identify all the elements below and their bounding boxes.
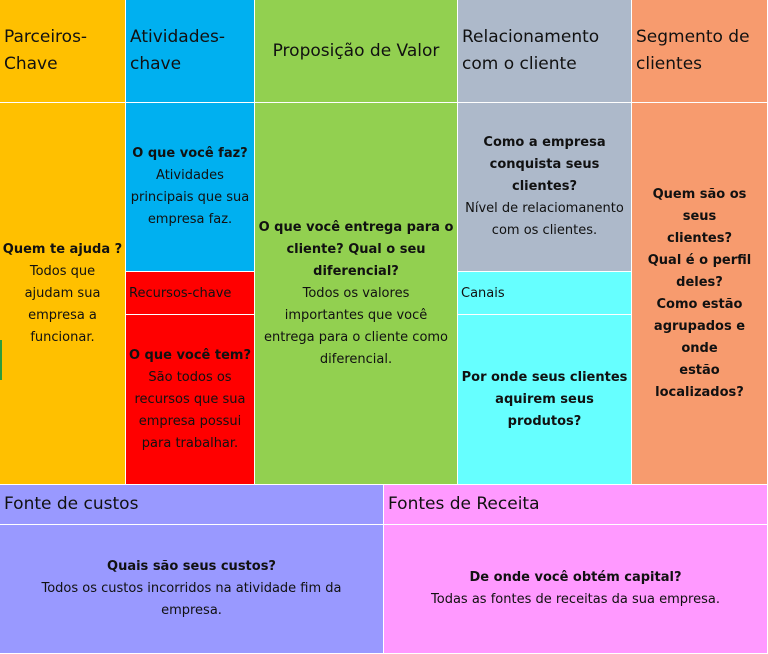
proposicao-question: O que você entrega para o cliente? Qual o seu diferencial? bbox=[258, 219, 454, 279]
recursos-label-cell: Recursos-chave bbox=[126, 272, 255, 315]
relacionamento-body-cell bbox=[458, 103, 632, 272]
proposicao-body-cell bbox=[255, 103, 458, 485]
relacionamento-description: Nível de relaciomanento com os clientes. bbox=[465, 201, 624, 238]
relacionamento-question: Como a empresa conquista seus clientes? bbox=[483, 135, 606, 194]
parceiros-header-cell: Parceiros- Chave bbox=[0, 0, 126, 103]
canais-label-cell: Canais bbox=[458, 272, 632, 315]
receita-header-cell: Fontes de Receita bbox=[384, 485, 768, 525]
canais-body-cell bbox=[458, 315, 632, 485]
recursos-question: O que você tem? bbox=[128, 347, 252, 363]
receita-question: De onde você obtém capital? bbox=[469, 570, 682, 585]
custos-question: Quais são seus custos? bbox=[107, 559, 276, 574]
custos-description: Todos os custos incorridos na atividade fim da empresa. bbox=[41, 581, 342, 618]
recursos-description: São todos os recursos que sua empresa possui para trabalhar. bbox=[134, 369, 246, 451]
parceiros-description: Todos que ajudam sua empresa a funcionar. bbox=[24, 263, 101, 345]
left-edge-marker bbox=[0, 340, 2, 380]
custos-header-cell: Fonte de custos bbox=[0, 485, 384, 525]
parceiros-body-cell bbox=[0, 103, 126, 485]
segmento-question: Quem são os seus clientes? Qual é o perfil deles? Como estão agrupados e onde estão localizados? bbox=[647, 186, 752, 400]
receita-description: Todas as fontes de receitas da sua empresa. bbox=[431, 592, 720, 607]
atividades-body-cell bbox=[126, 103, 255, 272]
canais-question: Por onde seus clientes aquirem seus produtos? bbox=[461, 369, 628, 429]
segmento-header-cell: Segmento de clientes bbox=[632, 0, 768, 103]
receita-body-cell bbox=[384, 525, 768, 654]
atividades-description: Atividades principais que sua empresa faz. bbox=[130, 168, 250, 227]
proposicao-header-cell: Proposição de Valor bbox=[255, 0, 458, 103]
parceiros-question: Quem te ajuda ? bbox=[2, 241, 123, 257]
segmento-body-cell bbox=[632, 103, 768, 485]
custos-body-cell bbox=[0, 525, 384, 654]
atividades-header-cell: Atividades- chave bbox=[126, 0, 255, 103]
relacionamento-header-cell: Relacionamento com o cliente bbox=[458, 0, 632, 103]
proposicao-description: Todos os valores importantes que você entrega para o cliente como diferencial. bbox=[263, 285, 449, 367]
atividades-question: O que você faz? bbox=[132, 146, 248, 161]
recursos-body-cell bbox=[126, 315, 255, 485]
